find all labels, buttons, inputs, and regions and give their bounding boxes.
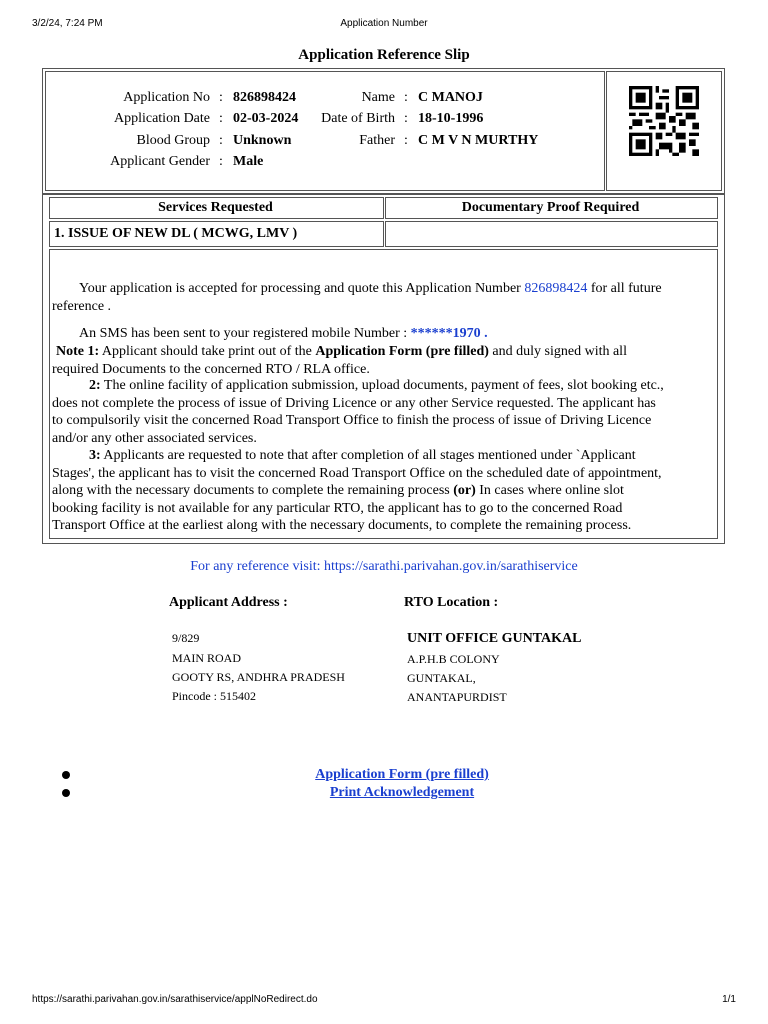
reference-link[interactable]: For any reference visit: https://sarathi.parivahan.gov.in/sarathiservice <box>190 559 578 574</box>
blood-group-label: Blood Group <box>136 133 210 148</box>
bullet-icon <box>62 771 70 779</box>
address-line: GOOTY RS, ANDHRA PRADESH <box>172 670 345 684</box>
father-value: C M V N MURTHY <box>418 133 539 148</box>
rto-office-name: UNIT OFFICE GUNTAKAL <box>407 631 582 646</box>
name-label: Name <box>361 90 395 105</box>
address-line: 9/829 <box>172 631 200 645</box>
application-form-link[interactable]: Application Form (pre filled) <box>315 767 489 782</box>
father-label: Father <box>359 133 395 148</box>
rto-address-line: A.P.H.B COLONY <box>407 652 500 666</box>
masked-mobile-number: ******1970 . <box>410 326 488 341</box>
application-no-value: 826898424 <box>233 90 296 105</box>
applicant-address-heading: Applicant Address : <box>169 595 288 610</box>
note-2: 2: The online facility of application submission, upload documents, payment of fees, slot booking etc., does not complete the process of issue of Driving Licence or any other Service requested. The applicant has to compulsorily visit the concerned Road Transport Office to finish the process of issue of Driving Licence and/or any other associated services. <box>52 378 664 446</box>
application-date-label: Application Date <box>113 111 210 126</box>
documentary-proof-header: Documentary Proof Required <box>461 200 640 215</box>
dob-value: 18-10-1996 <box>418 111 484 126</box>
print-url: https://sarathi.parivahan.gov.in/sarathiservice/applNoRedirect.do <box>32 994 318 1005</box>
blood-group-value: Unknown <box>233 133 292 148</box>
bullet-icon <box>62 789 70 797</box>
name-value: C MANOJ <box>418 90 483 105</box>
rto-address-line: ANANTAPURDIST <box>407 690 507 704</box>
gender-label: Applicant Gender <box>110 154 210 169</box>
note-3: 3: Applicants are requested to note that after completion of all stages mentioned under `Applicant Stages', the applicant has to visit the concerned Road Transport Office on the scheduled date of appointment, along with the necessary documents to complete the remaining process (or) In cases where online slot booking facility is not available for any particular RTO, the applicant has to go to the concerned Road Transport Office at the earliest along with the necessary documents, to complete the remaining process. <box>52 448 662 533</box>
service-item: 1. ISSUE OF NEW DL ( MCWG, LMV ) <box>54 226 298 241</box>
sms-note: An SMS has been sent to your registered mobile Number : ******1970 . <box>79 326 488 341</box>
rto-address-line: GUNTAKAL, <box>407 671 476 685</box>
application-no-label: Application No <box>123 90 210 105</box>
address-line: MAIN ROAD <box>172 651 241 665</box>
applicant-details-box <box>42 68 725 194</box>
address-line: Pincode : 515402 <box>172 689 256 703</box>
print-datetime: 3/2/24, 7:24 PM <box>32 18 103 29</box>
application-number-highlight: 826898424 <box>524 281 588 296</box>
application-date-value: 02-03-2024 <box>233 111 299 126</box>
print-acknowledgement-link[interactable]: Print Acknowledgement <box>329 785 475 800</box>
rto-location-heading: RTO Location : <box>404 595 499 610</box>
slip-title: Application Reference Slip <box>298 47 470 63</box>
print-title: Application Number <box>340 18 428 29</box>
services-requested-header: Services Requested <box>158 200 273 215</box>
dob-label: Date of Birth <box>321 111 395 126</box>
qr-code-icon <box>629 86 699 156</box>
page-number: 1/1 <box>722 994 736 1005</box>
accepted-note: Your application is accepted for processing and quote this Application Number 826898424 for all future reference . <box>52 281 662 314</box>
note-1: Note 1: Applicant should take print out of the Application Form (pre filled) and duly signed with all required Documents to the concerned RTO / RLA office. <box>52 344 627 377</box>
gender-value: Male <box>233 154 264 169</box>
